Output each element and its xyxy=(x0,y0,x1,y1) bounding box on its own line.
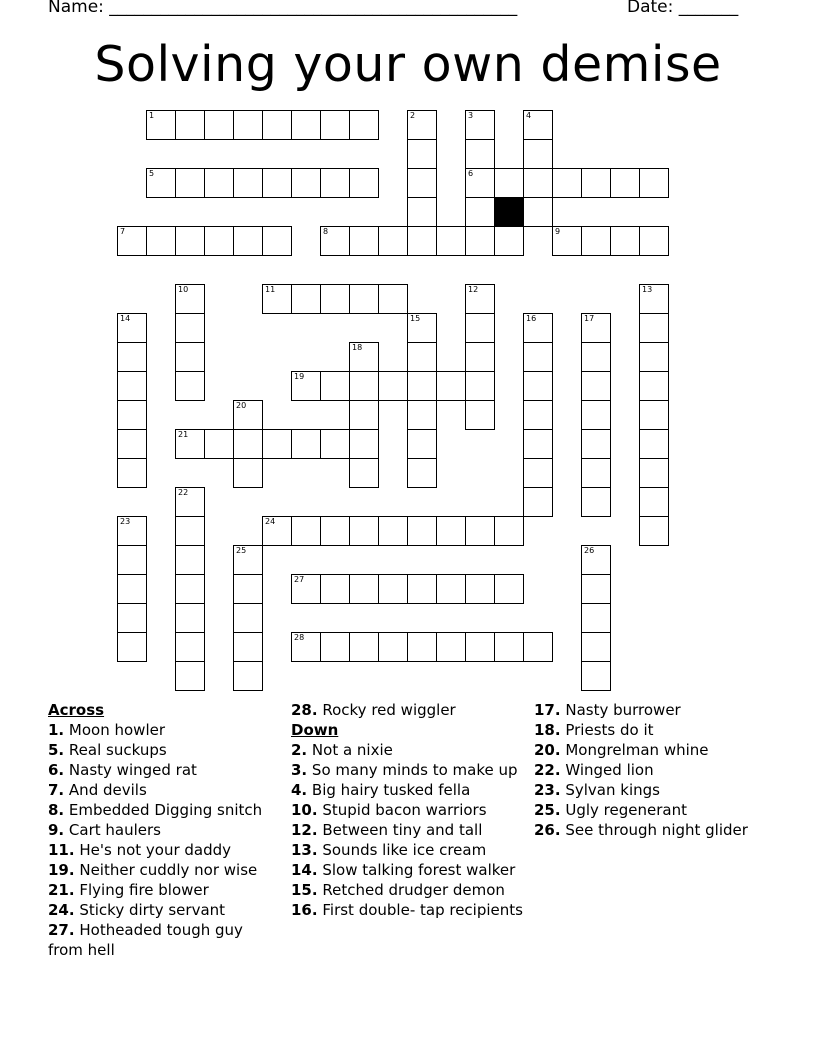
grid-cell xyxy=(465,313,495,343)
clue-text: Retched drudger demon xyxy=(322,881,505,899)
grid-cell xyxy=(320,110,350,140)
clue-text: Nasty burrower xyxy=(565,701,681,719)
grid-cell xyxy=(523,371,553,401)
grid-cell xyxy=(320,226,350,256)
clue-text: Embedded Digging snitch xyxy=(68,801,263,819)
grid-cell xyxy=(378,226,408,256)
grid-cell xyxy=(291,632,321,662)
grid-cell xyxy=(407,400,437,430)
clue-number: 7. xyxy=(48,781,65,799)
grid-cell xyxy=(349,516,379,546)
cell-number: 26 xyxy=(584,546,595,555)
cell-number: 22 xyxy=(178,488,189,497)
clue-item xyxy=(534,700,794,720)
grid-cell xyxy=(407,168,437,198)
grid-cell xyxy=(465,110,495,140)
cell-number: 27 xyxy=(294,575,305,584)
grid-cell xyxy=(407,226,437,256)
down-clue-list-continued xyxy=(534,700,794,840)
grid-cell xyxy=(407,110,437,140)
grid-cell xyxy=(465,516,495,546)
grid-cell xyxy=(581,429,611,459)
clue-item xyxy=(291,860,523,880)
grid-cell xyxy=(581,400,611,430)
grid-cell xyxy=(233,661,263,691)
grid-cell xyxy=(407,458,437,488)
clue-number: 25. xyxy=(534,801,561,819)
grid-cell xyxy=(291,574,321,604)
cell-number: 2 xyxy=(410,111,416,120)
cell-number: 7 xyxy=(120,227,126,236)
grid-cell xyxy=(233,458,263,488)
grid-cell xyxy=(523,342,553,372)
clue-item xyxy=(48,860,278,880)
grid-cell xyxy=(581,632,611,662)
grid-cell xyxy=(523,400,553,430)
grid-cell xyxy=(465,632,495,662)
clue-text: First double- tap recipients xyxy=(322,901,523,919)
grid-cell xyxy=(262,168,292,198)
grid-cell xyxy=(175,226,205,256)
grid-cell xyxy=(523,168,553,198)
clue-text: Sylvan kings xyxy=(565,781,660,799)
grid-cell xyxy=(494,226,524,256)
clue-number: 16. xyxy=(291,901,318,919)
grid-cell xyxy=(117,371,147,401)
grid-cell xyxy=(320,632,350,662)
clue-item xyxy=(48,740,278,760)
clue-item xyxy=(48,720,278,740)
clue-text: Rocky red wiggler xyxy=(322,701,456,719)
grid-cell xyxy=(233,110,263,140)
grid-cell xyxy=(581,545,611,575)
cell-number: 14 xyxy=(120,314,131,323)
clue-item xyxy=(48,820,278,840)
grid-cell xyxy=(407,429,437,459)
grid-cell xyxy=(349,458,379,488)
grid-cell xyxy=(378,371,408,401)
across-heading: Across xyxy=(48,701,105,719)
clue-item xyxy=(48,880,278,900)
grid-cell xyxy=(494,574,524,604)
grid-cell xyxy=(436,371,466,401)
grid-cell xyxy=(349,110,379,140)
grid-cell xyxy=(639,342,669,372)
grid-cell xyxy=(465,371,495,401)
clue-number: 11. xyxy=(48,841,75,859)
clue-number: 14. xyxy=(291,861,318,879)
cell-number: 9 xyxy=(555,227,561,236)
grid-cell xyxy=(233,226,263,256)
clue-text: Hotheaded tough guy from hell xyxy=(48,921,243,959)
grid-cell xyxy=(378,284,408,314)
clue-number: 21. xyxy=(48,881,75,899)
grid-cell xyxy=(407,632,437,662)
grid-cell xyxy=(320,574,350,604)
grid-cell xyxy=(465,284,495,314)
clue-item xyxy=(291,740,523,760)
grid-cell xyxy=(117,458,147,488)
grid-cell xyxy=(233,603,263,633)
grid-cell xyxy=(465,574,495,604)
clue-item xyxy=(291,800,523,820)
clue-item xyxy=(48,780,278,800)
grid-cell xyxy=(349,400,379,430)
clue-item xyxy=(291,760,523,780)
clue-number: 28. xyxy=(291,701,318,719)
date-label: Date: _______ xyxy=(627,0,739,17)
grid-cell xyxy=(233,429,263,459)
grid-cell xyxy=(349,284,379,314)
grid-cell xyxy=(175,168,205,198)
grid-cell xyxy=(117,603,147,633)
cell-number: 20 xyxy=(236,401,247,410)
clue-text: Slow talking forest walker xyxy=(322,861,516,879)
clue-number: 5. xyxy=(48,741,65,759)
grid-cell xyxy=(320,371,350,401)
cell-number: 17 xyxy=(584,314,595,323)
grid-cell xyxy=(117,632,147,662)
grid-cell xyxy=(349,574,379,604)
grid-cell xyxy=(175,574,205,604)
grid-cell xyxy=(465,342,495,372)
grid-cell xyxy=(639,400,669,430)
grid-cell xyxy=(465,139,495,169)
grid-cell xyxy=(117,342,147,372)
clue-text: So many minds to make up xyxy=(311,761,518,779)
grid-cell xyxy=(523,313,553,343)
grid-cell xyxy=(262,226,292,256)
grid-cell xyxy=(581,371,611,401)
clue-number: 4. xyxy=(291,781,308,799)
grid-cell xyxy=(581,661,611,691)
grid-cell xyxy=(639,226,669,256)
grid-cell xyxy=(175,516,205,546)
grid-cell xyxy=(233,574,263,604)
grid-cell xyxy=(349,168,379,198)
clue-text: Between tiny and tall xyxy=(322,821,483,839)
clue-item xyxy=(48,900,278,920)
cell-number: 16 xyxy=(526,314,537,323)
grid-cell xyxy=(175,110,205,140)
grid-cell xyxy=(175,661,205,691)
cell-number: 18 xyxy=(352,343,363,352)
clue-text: See through night glider xyxy=(565,821,748,839)
grid-cell xyxy=(465,226,495,256)
grid-cell xyxy=(581,458,611,488)
clue-text: Stupid bacon warriors xyxy=(322,801,487,819)
grid-cell xyxy=(349,632,379,662)
cell-number: 10 xyxy=(178,285,189,294)
across-clue-list-continued xyxy=(291,700,523,720)
grid-cell xyxy=(117,313,147,343)
clue-text: Winged lion xyxy=(565,761,654,779)
grid-cell xyxy=(639,429,669,459)
clue-number: 22. xyxy=(534,761,561,779)
clue-number: 12. xyxy=(291,821,318,839)
clues-column-2 xyxy=(291,700,523,920)
clue-item xyxy=(291,700,523,720)
clue-number: 18. xyxy=(534,721,561,739)
clue-item xyxy=(534,760,794,780)
clue-item xyxy=(291,820,523,840)
grid-cell xyxy=(262,429,292,459)
grid-cell xyxy=(349,226,379,256)
grid-cell xyxy=(523,487,553,517)
grid-cell xyxy=(204,168,234,198)
cell-number: 3 xyxy=(468,111,474,120)
clue-item xyxy=(48,800,278,820)
down-heading: Down xyxy=(291,721,339,739)
grid-cell xyxy=(146,226,176,256)
grid-cell xyxy=(436,226,466,256)
clue-item xyxy=(534,740,794,760)
clue-number: 26. xyxy=(534,821,561,839)
clue-text: Big hairy tusked fella xyxy=(311,781,471,799)
clue-item xyxy=(534,780,794,800)
grid-cell xyxy=(117,545,147,575)
grid-cell xyxy=(407,574,437,604)
clue-text: Neither cuddly nor wise xyxy=(79,861,258,879)
clue-text: Priests do it xyxy=(565,721,654,739)
grid-cell xyxy=(175,632,205,662)
grid-cell xyxy=(378,632,408,662)
clues-column-3 xyxy=(534,700,794,840)
grid-cell xyxy=(262,110,292,140)
cell-number: 6 xyxy=(468,169,474,178)
clue-text: Not a nixie xyxy=(311,741,393,759)
grid-cell xyxy=(175,284,205,314)
clue-text: Nasty winged rat xyxy=(68,761,197,779)
grid-cell xyxy=(581,313,611,343)
down-clue-list xyxy=(291,740,523,920)
clue-number: 6. xyxy=(48,761,65,779)
page-title: Solving your own demise xyxy=(94,36,722,93)
grid-cell xyxy=(204,110,234,140)
grid-cell xyxy=(175,371,205,401)
grid-cell xyxy=(175,342,205,372)
grid-cell xyxy=(233,400,263,430)
grid-cell xyxy=(523,139,553,169)
cell-number: 8 xyxy=(323,227,329,236)
grid-cell xyxy=(523,458,553,488)
grid-cell xyxy=(407,197,437,227)
grid-cell xyxy=(407,516,437,546)
clue-item xyxy=(291,840,523,860)
grid-cell xyxy=(291,429,321,459)
grid-cell xyxy=(494,516,524,546)
clue-item xyxy=(48,840,278,860)
grid-cell xyxy=(117,516,147,546)
cell-number: 1 xyxy=(149,111,155,120)
grid-cell xyxy=(320,168,350,198)
grid-cell xyxy=(349,429,379,459)
cell-number: 15 xyxy=(410,314,421,323)
grid-cell xyxy=(407,342,437,372)
clue-number: 1. xyxy=(48,721,65,739)
grid-cell xyxy=(204,226,234,256)
clue-number: 13. xyxy=(291,841,318,859)
grid-cell xyxy=(291,168,321,198)
grid-cell xyxy=(465,168,495,198)
clue-number: 10. xyxy=(291,801,318,819)
clue-item xyxy=(291,880,523,900)
grid-cell xyxy=(291,516,321,546)
grid-cell xyxy=(204,429,234,459)
clue-number: 19. xyxy=(48,861,75,879)
clue-number: 23. xyxy=(534,781,561,799)
grid-cell xyxy=(117,429,147,459)
grid-cell xyxy=(117,574,147,604)
grid-cell xyxy=(639,371,669,401)
cell-number: 5 xyxy=(149,169,155,178)
clue-item xyxy=(534,820,794,840)
grid-cell xyxy=(610,226,640,256)
across-clue-list xyxy=(48,720,278,960)
grid-cell xyxy=(233,545,263,575)
clue-text: Moon howler xyxy=(68,721,166,739)
grid-cell xyxy=(320,429,350,459)
grid-cell xyxy=(262,516,292,546)
grid-cell xyxy=(465,400,495,430)
grid-cell xyxy=(523,632,553,662)
clue-text: Real suckups xyxy=(68,741,167,759)
cell-number: 19 xyxy=(294,372,305,381)
clue-text: And devils xyxy=(68,781,147,799)
grid-cell xyxy=(436,516,466,546)
grid-cell xyxy=(349,371,379,401)
grid-cell xyxy=(639,458,669,488)
cell-number: 4 xyxy=(526,111,532,120)
grid-cell xyxy=(407,371,437,401)
grid-cell xyxy=(581,603,611,633)
grid-cell xyxy=(581,487,611,517)
grid-cell xyxy=(262,284,292,314)
cell-number: 25 xyxy=(236,546,247,555)
grid-cell xyxy=(233,632,263,662)
cell-number: 23 xyxy=(120,517,131,526)
clue-text: Sounds like ice cream xyxy=(322,841,487,859)
cell-number: 11 xyxy=(265,285,276,294)
grid-cell xyxy=(291,110,321,140)
grid-cell xyxy=(639,168,669,198)
clue-item xyxy=(534,800,794,820)
grid-cell xyxy=(523,429,553,459)
grid-cell xyxy=(320,516,350,546)
grid-cell xyxy=(117,400,147,430)
grid-cell xyxy=(175,313,205,343)
grid-cell xyxy=(407,313,437,343)
grid-cell xyxy=(639,516,669,546)
grid-cell xyxy=(407,139,437,169)
grid-cell xyxy=(581,342,611,372)
cell-number: 21 xyxy=(178,430,189,439)
grid-cell-black xyxy=(494,197,524,227)
grid-cell xyxy=(552,168,582,198)
cell-number: 24 xyxy=(265,517,276,526)
grid-cell xyxy=(291,371,321,401)
grid-cell xyxy=(349,342,379,372)
grid-cell xyxy=(175,429,205,459)
clue-text: Cart haulers xyxy=(68,821,161,839)
grid-cell xyxy=(639,284,669,314)
grid-cell xyxy=(523,197,553,227)
clue-number: 17. xyxy=(534,701,561,719)
grid-cell xyxy=(146,110,176,140)
grid-cell xyxy=(175,603,205,633)
grid-cell xyxy=(494,632,524,662)
clue-text: Mongrelman whine xyxy=(565,741,709,759)
name-label: Name: ________________________________________________ xyxy=(48,0,518,17)
grid-cell xyxy=(523,110,553,140)
grid-cell xyxy=(175,487,205,517)
clue-number: 2. xyxy=(291,741,308,759)
grid-cell xyxy=(378,574,408,604)
grid-cell xyxy=(581,574,611,604)
clue-item xyxy=(291,900,523,920)
grid-cell xyxy=(175,545,205,575)
cell-number: 12 xyxy=(468,285,479,294)
clue-text: Sticky dirty servant xyxy=(79,901,226,919)
cell-number: 13 xyxy=(642,285,653,294)
grid-cell xyxy=(610,168,640,198)
clue-number: 20. xyxy=(534,741,561,759)
grid-cell xyxy=(494,168,524,198)
grid-cell xyxy=(436,632,466,662)
grid-cell xyxy=(320,284,350,314)
grid-cell xyxy=(581,168,611,198)
grid-cell xyxy=(117,226,147,256)
grid-cell xyxy=(291,284,321,314)
clues-column-1 xyxy=(48,700,278,960)
grid-cell xyxy=(639,313,669,343)
grid-cell xyxy=(639,487,669,517)
clue-number: 27. xyxy=(48,921,75,939)
clue-item xyxy=(48,920,278,960)
clue-item xyxy=(534,720,794,740)
grid-cell xyxy=(378,516,408,546)
clue-number: 9. xyxy=(48,821,65,839)
grid-cell xyxy=(552,226,582,256)
clue-number: 24. xyxy=(48,901,75,919)
clue-item xyxy=(291,780,523,800)
grid-cell xyxy=(436,574,466,604)
clue-text: He's not your daddy xyxy=(79,841,232,859)
clue-number: 8. xyxy=(48,801,65,819)
cell-number: 28 xyxy=(294,633,305,642)
clue-text: Flying fire blower xyxy=(79,881,209,899)
grid-cell xyxy=(233,168,263,198)
clue-number: 3. xyxy=(291,761,308,779)
grid-cell xyxy=(465,197,495,227)
grid-cell xyxy=(581,226,611,256)
grid-cell xyxy=(146,168,176,198)
clue-number: 15. xyxy=(291,881,318,899)
clue-item xyxy=(48,760,278,780)
clue-text: Ugly regenerant xyxy=(565,801,687,819)
